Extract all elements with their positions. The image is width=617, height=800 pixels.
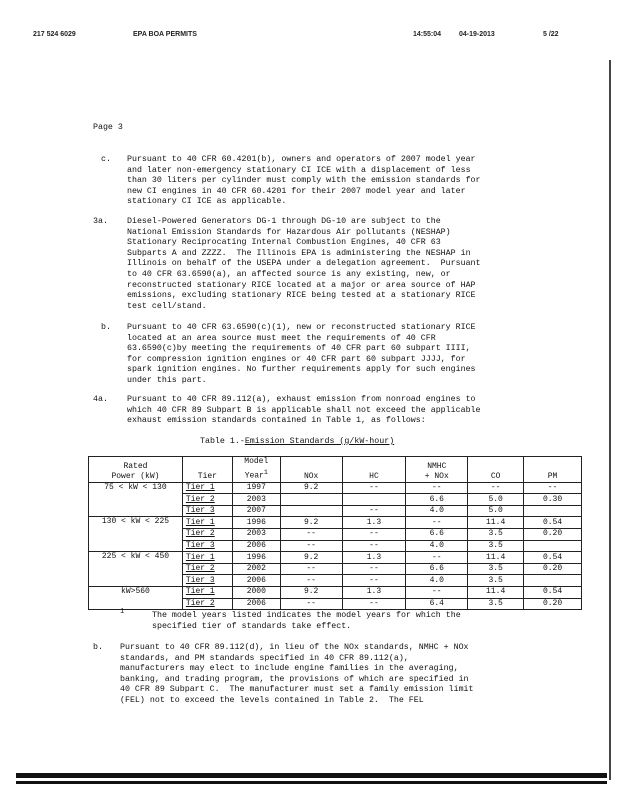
cell-nox: -- xyxy=(280,540,342,552)
cell-model-year: 1997 xyxy=(232,482,280,494)
cell-nox: -- xyxy=(280,575,342,587)
scan-bottom-rule xyxy=(16,781,607,784)
cell-nox: 9.2 xyxy=(280,552,342,564)
cell-co: 3.5 xyxy=(468,529,524,541)
item-label: b. xyxy=(101,323,111,332)
cell-hc: -- xyxy=(342,598,406,610)
cell-co: 3.5 xyxy=(468,540,524,552)
cell-pm: 0.54 xyxy=(524,587,582,599)
item-text: Diesel-Powered Generators DG-1 through DG-10 are subject to the National Emission Standards for Hazardous Air pollutants (NESHAP) Stationary Reciprocating Internal Combustion Engines, 40 CFR 63 Subparts A and ZZZZ. The Illinois EPA is administering the NESHAP in Illinois on behalf of the USEPA under a delegation agreement. Pursuant to 40 CFR 63.6590(a), an affected source is any existing, new, or reconstructed stationary RICE located at a major or area source of HAP emissions, excluding stationary RICE being tested at a stationary RICE test cell/stand. xyxy=(127,217,481,311)
footnote-text: The model years listed indicates the model years for which the specified tier of standards take effect. xyxy=(152,611,461,631)
cell-nmhc-nox: 4.0 xyxy=(406,575,468,587)
cell-hc: -- xyxy=(342,575,406,587)
table-row xyxy=(89,482,582,494)
cell-co: 3.5 xyxy=(468,598,524,610)
table-row xyxy=(89,587,582,599)
cell-pm: 0.54 xyxy=(524,552,582,564)
emission-standards-table xyxy=(88,456,582,610)
fax-page-number: 5 /22 xyxy=(543,31,559,38)
cell-co: 11.4 xyxy=(468,587,524,599)
cell-nmhc-nox: -- xyxy=(406,552,468,564)
item-label: c. xyxy=(101,155,111,164)
cell-co: 3.5 xyxy=(468,563,524,575)
cell-tier: Tier 1 xyxy=(182,517,232,529)
fax-time: 14:55:04 xyxy=(413,31,442,38)
cell-tier: Tier 2 xyxy=(182,598,232,610)
cell-pm: 0.20 xyxy=(524,563,582,575)
scan-edge-line xyxy=(609,60,611,780)
cell-nmhc-nox: -- xyxy=(406,587,468,599)
header-co: CO xyxy=(468,457,524,483)
cell-nox: 9.2 xyxy=(280,587,342,599)
fax-sender: EPA BOA PERMITS xyxy=(133,31,197,38)
cell-nmhc-nox: 6.4 xyxy=(406,598,468,610)
item-text: Pursuant to 40 CFR 89.112(a), exhaust emission from nonroad engines to which 40 CFR 89 Subpart B is applicable shall not exceed the applicable exhaust emission standards contained in Table 1, as follows: xyxy=(127,395,481,426)
cell-tier: Tier 2 xyxy=(182,529,232,541)
cell-nmhc-nox: 6.6 xyxy=(406,563,468,575)
fax-date: 04-19-2013 xyxy=(459,31,495,38)
cell-nmhc-nox: 4.0 xyxy=(406,505,468,517)
header-hc: HC xyxy=(342,457,406,483)
cell-co: -- xyxy=(468,482,524,494)
cell-model-year: 2003 xyxy=(232,529,280,541)
cell-nox xyxy=(280,494,342,506)
cell-rated-power: 225 < kW < 450 xyxy=(89,552,183,587)
cell-co: 3.5 xyxy=(468,575,524,587)
cell-rated-power: 75 < kW < 130 xyxy=(89,482,183,517)
cell-nox: -- xyxy=(280,563,342,575)
item-label: b. xyxy=(93,643,103,652)
header-model-year xyxy=(232,457,280,483)
fax-phone: 217 524 6029 xyxy=(33,31,76,38)
cell-nox: -- xyxy=(280,598,342,610)
table-caption xyxy=(200,437,394,446)
cell-model-year: 2006 xyxy=(232,540,280,552)
cell-tier: Tier 2 xyxy=(182,563,232,575)
cell-pm: 0.20 xyxy=(524,529,582,541)
cell-hc: -- xyxy=(342,505,406,517)
footnote-mark: 1 xyxy=(120,608,125,616)
table-caption-title: Emission Standards (g/kW-hour) xyxy=(244,437,395,446)
cell-co: 11.4 xyxy=(468,552,524,564)
cell-model-year: 2006 xyxy=(232,575,280,587)
cell-nox: 9.2 xyxy=(280,482,342,494)
cell-tier: Tier 2 xyxy=(182,494,232,506)
header-rated-power: Rated Power (kW) xyxy=(89,457,183,483)
cell-model-year: 2003 xyxy=(232,494,280,506)
page-label: Page 3 xyxy=(93,123,123,132)
cell-model-year: 2006 xyxy=(232,598,280,610)
item-text: Pursuant to 40 CFR 63.6590(c)(1), new or reconstructed stationary RICE located at an area source must meet the requirements of 40 CFR 63.6590(c)by meeting the requirements of 40 CFR part 60 subpart IIII, for compression ignition engines or 40 CFR part 60 subpart JJJJ, for spark ignition engines. No further requirements apply for such engines under this part. xyxy=(127,323,476,385)
cell-tier: Tier 1 xyxy=(182,552,232,564)
scan-bottom-rule xyxy=(16,773,607,778)
header-tier: Tier xyxy=(182,457,232,483)
cell-co: 11.4 xyxy=(468,517,524,529)
cell-hc: -- xyxy=(342,540,406,552)
item-label: 4a. xyxy=(93,395,108,404)
table-header-row xyxy=(89,457,582,483)
cell-nmhc-nox: 4.0 xyxy=(406,540,468,552)
cell-co: 5.0 xyxy=(468,494,524,506)
cell-tier: Tier 3 xyxy=(182,540,232,552)
cell-pm xyxy=(524,505,582,517)
cell-hc: -- xyxy=(342,482,406,494)
cell-nmhc-nox: 6.6 xyxy=(406,529,468,541)
cell-nox xyxy=(280,505,342,517)
footnote-ref: 1 xyxy=(263,468,268,476)
cell-hc xyxy=(342,494,406,506)
item-text: Pursuant to 40 CFR 89.112(d), in lieu of the NOx standards, NMHC + NOx standards, and PM standards specified in 40 CFR 89.112(a), manufacturers may elect to include engine families in the averaging, banking, and trading program, the provisions of which are specified in 40 CFR 89 Subpart C. The manufacturer must set a family emission limit (FEL) not to exceed the levels contained in Table 2. The FEL xyxy=(120,643,474,705)
cell-model-year: 2007 xyxy=(232,505,280,517)
cell-nox: 9.2 xyxy=(280,517,342,529)
table-caption-prefix: Table 1.- xyxy=(200,437,245,446)
cell-tier: Tier 3 xyxy=(182,575,232,587)
cell-pm: 0.30 xyxy=(524,494,582,506)
cell-hc: 1.3 xyxy=(342,517,406,529)
cell-nox: -- xyxy=(280,529,342,541)
cell-model-year: 1996 xyxy=(232,552,280,564)
cell-tier: Tier 1 xyxy=(182,482,232,494)
cell-hc: 1.3 xyxy=(342,587,406,599)
header-nox: NOx xyxy=(280,457,342,483)
cell-pm xyxy=(524,540,582,552)
cell-nmhc-nox: 6.6 xyxy=(406,494,468,506)
cell-pm xyxy=(524,575,582,587)
cell-nmhc-nox: -- xyxy=(406,517,468,529)
cell-hc: 1.3 xyxy=(342,552,406,564)
table-row xyxy=(89,517,582,529)
cell-co: 5.0 xyxy=(468,505,524,517)
cell-model-year: 2002 xyxy=(232,563,280,575)
cell-pm: -- xyxy=(524,482,582,494)
cell-rated-power: 130 < kW < 225 xyxy=(89,517,183,552)
cell-rated-power: kW>560 xyxy=(89,587,183,610)
cell-pm: 0.20 xyxy=(524,598,582,610)
cell-model-year: 1996 xyxy=(232,517,280,529)
cell-pm: 0.54 xyxy=(524,517,582,529)
table-row xyxy=(89,552,582,564)
cell-tier: Tier 1 xyxy=(182,587,232,599)
cell-model-year: 2000 xyxy=(232,587,280,599)
header-nmhc-nox: NMHC + NOx xyxy=(406,457,468,483)
cell-nmhc-nox: -- xyxy=(406,482,468,494)
header-model-year-text: Model Year xyxy=(244,457,269,481)
header-pm: PM xyxy=(524,457,582,483)
item-text: Pursuant to 40 CFR 60.4201(b), owners and operators of 2007 model year and later non-emergency stationary CI ICE with a displacement of less than 30 liters per cylinder must comply with the emission standards for new CI engines in 40 CFR 60.4201 for their 2007 model year and later stationary CI ICE as applicable. xyxy=(127,155,481,207)
cell-tier: Tier 3 xyxy=(182,505,232,517)
item-label: 3a. xyxy=(93,217,108,226)
cell-hc: -- xyxy=(342,529,406,541)
cell-hc: -- xyxy=(342,563,406,575)
